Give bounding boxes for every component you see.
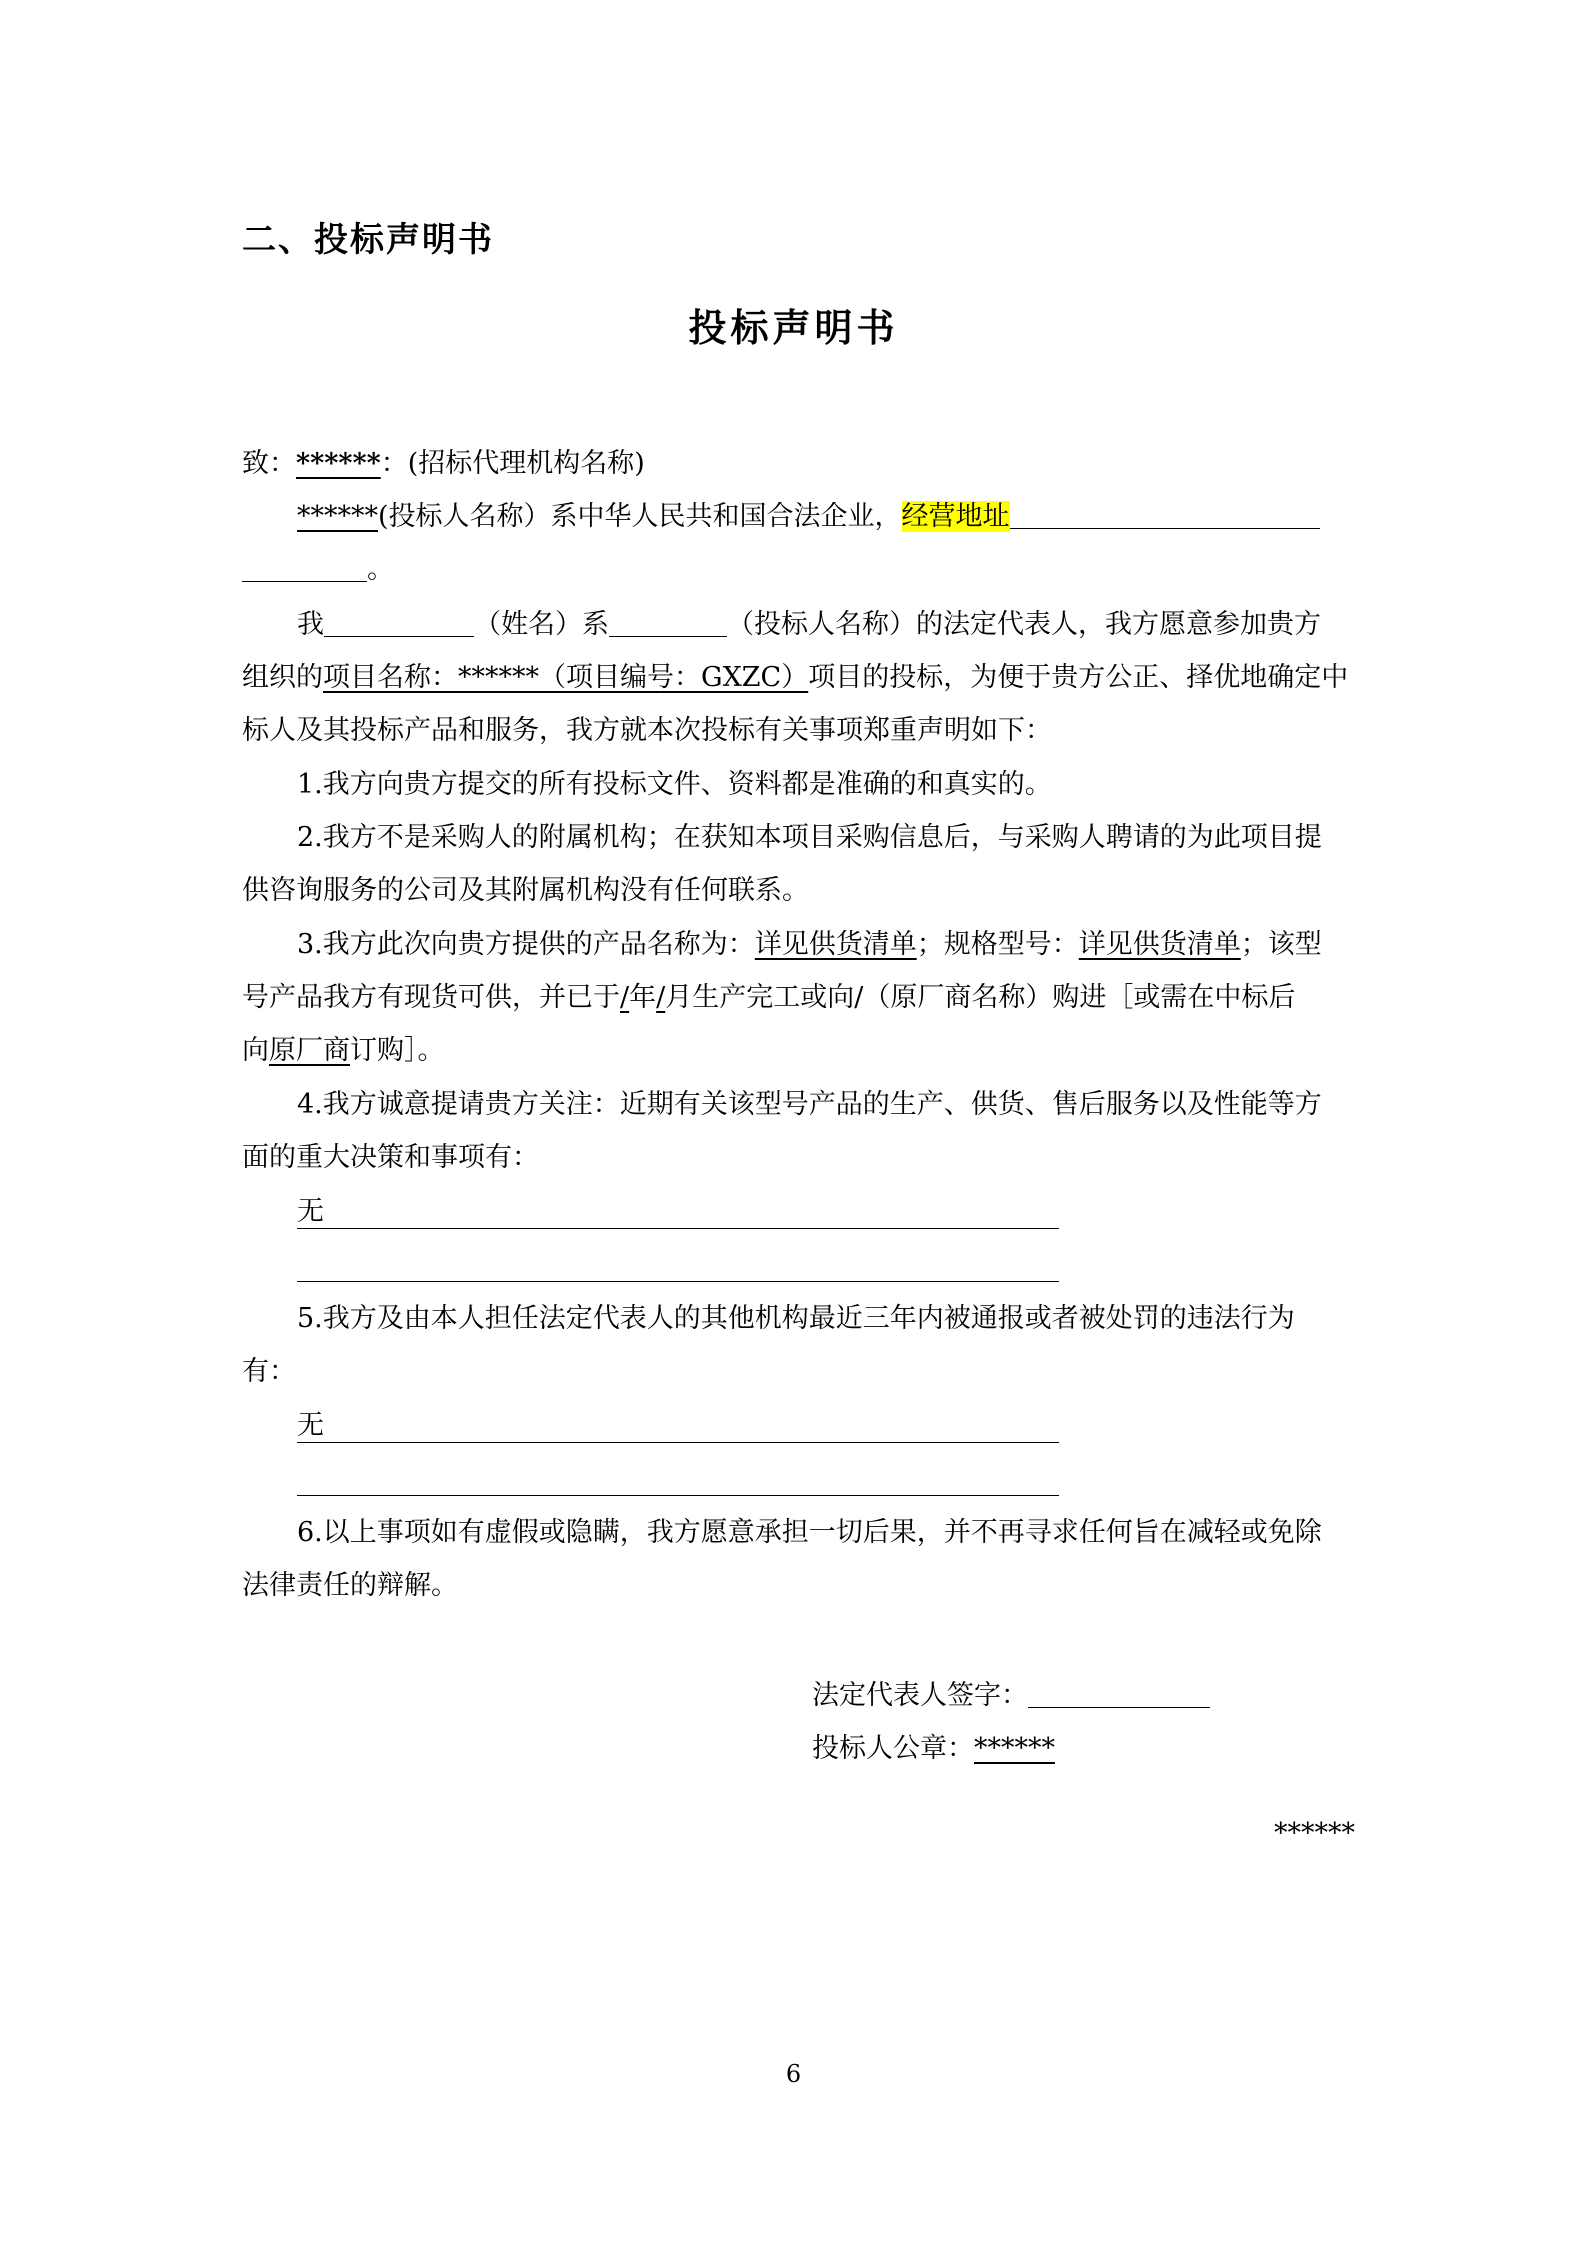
- item3-text-c: ；该型: [1240, 929, 1322, 960]
- item3-text-f: 月生产完工或向/（原厂商名称）购进［或需在中标后: [665, 982, 1296, 1013]
- item3-text-g: 向: [242, 1035, 269, 1066]
- period: 。: [367, 554, 394, 585]
- item4-answer-line-1[interactable]: [297, 1228, 1059, 1229]
- to-prefix: 致：: [242, 448, 296, 479]
- addressee-line: [242, 444, 645, 484]
- rep-line-2: [242, 658, 1348, 698]
- rep-text-d: 组织的: [242, 662, 323, 693]
- business-address-field[interactable]: [1010, 500, 1320, 529]
- item3-text-h: 订购］。: [350, 1035, 445, 1066]
- item5-answer: 无: [297, 1410, 324, 1441]
- item5-answer-line-2[interactable]: [297, 1495, 1059, 1496]
- month-value: /: [656, 982, 666, 1013]
- statement-item-2-line-2: 供咨询服务的公司及其附属机构没有任何联系。: [242, 875, 809, 906]
- rep-line-3: 标人及其投标产品和服务，我方就本次投标有关事项郑重声明如下：: [242, 715, 1052, 746]
- statement-item-3-line-1: [297, 925, 1322, 965]
- agency-name: ******: [296, 448, 381, 479]
- bidder-name: ******: [297, 501, 378, 532]
- legal-rep-signature-row: [812, 1676, 1210, 1716]
- bidder-intro-line: [297, 497, 1320, 537]
- rep-text-e: 项目的投标，为便于贵方公正、择优地确定中: [808, 662, 1349, 693]
- statement-item-3-line-2: [242, 978, 1295, 1018]
- rep-text-c: （投标人名称）的法定代表人，我方愿意参加贵方: [727, 609, 1321, 640]
- rep-line-1: [297, 605, 1321, 645]
- bidder-intro-text: (投标人名称）系中华人民共和国合法企业，: [378, 501, 902, 532]
- statement-item-5-line-1: 5.我方及由本人担任法定代表人的其他机构最近三年内被通报或者被处罚的违法行为: [297, 1303, 1295, 1334]
- statement-item-6-line-2: 法律责任的辩解。: [242, 1570, 458, 1601]
- statement-item-2-line-1: 2.我方不是采购人的附属机构；在获知本项目采购信息后，与采购人聘请的为此项目提: [297, 822, 1322, 853]
- item4-answer: 无: [297, 1196, 324, 1227]
- bidder-intro-line-2: [242, 550, 394, 590]
- item3-text-d: 号产品我方有现货可供，并已于: [242, 982, 620, 1013]
- section-title: 二、投标声明书: [242, 220, 494, 260]
- item3-text-a: 3.我方此次向贵方提供的产品名称为：: [297, 929, 755, 960]
- company-seal-label: 投标人公章：: [812, 1733, 974, 1764]
- page-number: 6: [785, 2060, 802, 2088]
- statement-item-6-line-1: 6.以上事项如有虚假或隐瞒，我方愿意承担一切后果，并不再寻求任何旨在减轻或免除: [297, 1517, 1322, 1548]
- item5-answer-line-1[interactable]: [297, 1442, 1059, 1443]
- item3-text-e: 年: [629, 982, 657, 1013]
- company-seal-value: ******: [974, 1733, 1055, 1764]
- statement-item-5-line-2: 有：: [242, 1356, 296, 1387]
- business-address-field-cont[interactable]: [242, 553, 367, 582]
- agency-suffix: ：(招标代理机构名称): [380, 448, 645, 479]
- statement-item-4-line-2: 面的重大决策和事项有：: [242, 1142, 539, 1173]
- rep-text-b: （姓名）系: [474, 609, 609, 640]
- business-address-label: 经营地址: [901, 501, 1010, 532]
- legal-rep-signature-field[interactable]: [1028, 1679, 1210, 1708]
- bidder-name-field[interactable]: [609, 608, 727, 637]
- year-value: /: [620, 982, 630, 1013]
- statement-item-4-line-1: 4.我方诚意提请贵方关注：近期有关该型号产品的生产、供货、售后服务以及性能等方: [297, 1089, 1322, 1120]
- model-spec: 详见供货清单: [1078, 929, 1241, 960]
- statement-item-1: 1.我方向贵方提交的所有投标文件、资料都是准确的和真实的。: [297, 769, 1052, 800]
- signing-date: ******: [1274, 1818, 1355, 1849]
- item4-answer-line-2[interactable]: [297, 1281, 1059, 1282]
- legal-rep-signature-label: 法定代表人签字：: [812, 1680, 1028, 1711]
- rep-name-field[interactable]: [324, 608, 474, 637]
- project-name: 项目名称：******（项目编号：GXZC）: [323, 662, 809, 693]
- statement-item-3-line-3: [242, 1031, 445, 1071]
- rep-text-a: 我: [297, 609, 324, 640]
- product-name: 详见供货清单: [754, 929, 917, 960]
- item3-text-b: ；规格型号：: [916, 929, 1079, 960]
- manufacturer-name: 原厂商: [269, 1035, 350, 1066]
- document-title: 投标声明书: [688, 306, 899, 350]
- company-seal-row: [812, 1729, 1055, 1769]
